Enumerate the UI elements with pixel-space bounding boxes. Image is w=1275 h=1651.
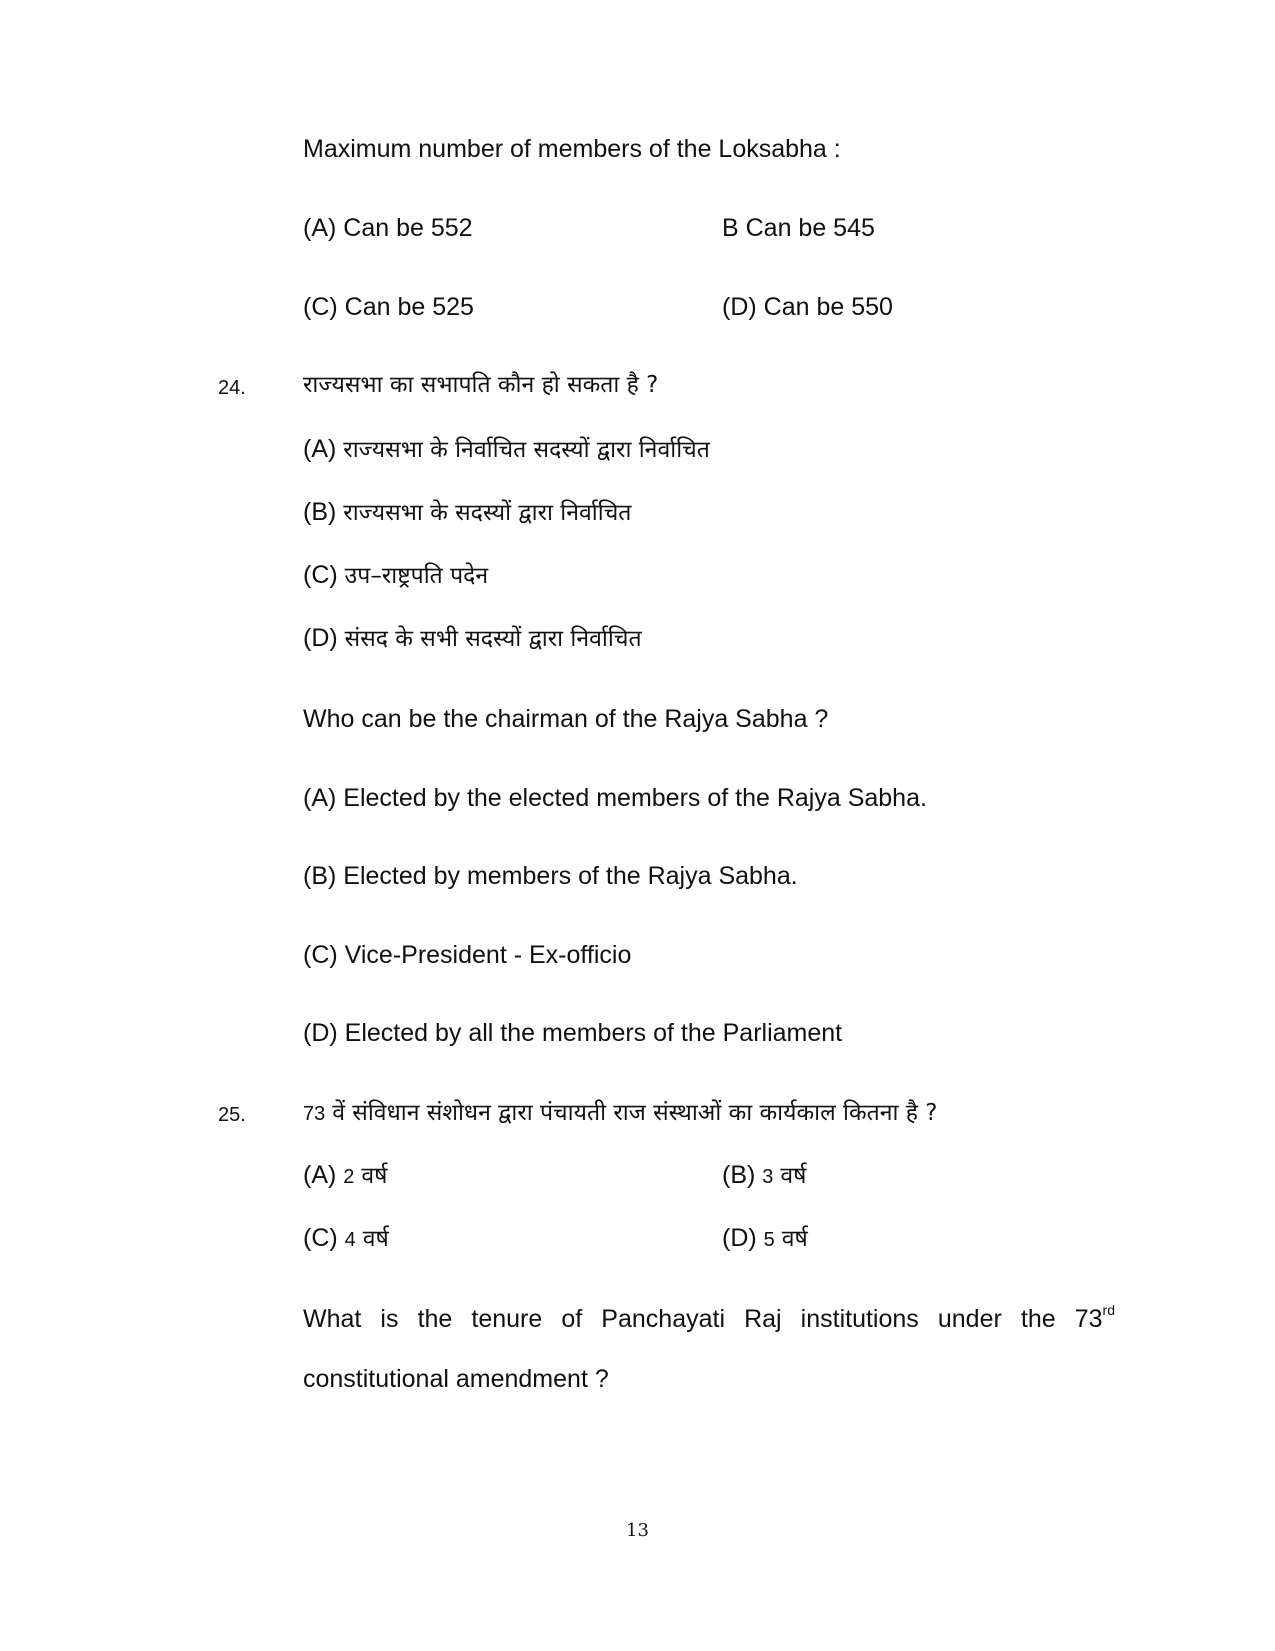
q25-hindi-question (303, 1097, 938, 1129)
option-label: (C) (303, 1224, 338, 1252)
q24-hindi-option-c (303, 560, 488, 591)
option-number: 2 (343, 1166, 355, 1188)
q24-hindi-question: राज्यसभा का सभापति कौन हो सकता है ? (303, 372, 659, 398)
question-text: What is the tenure of Panchayati Raj institutions under the 73 (303, 1305, 1103, 1333)
option-text: राज्यसभा के निर्वाचित सदस्यों द्वारा निर्वाचित (343, 437, 710, 463)
option-text: राज्यसभा के सदस्यों द्वारा निर्वाचित (343, 500, 632, 526)
q24-hindi-option-a (303, 434, 710, 465)
amendment-number: 73 (303, 1103, 326, 1125)
q24-english-question: Who can be the chairman of the Rajya Sabha ? (303, 705, 829, 733)
q25-english-question-line1 (303, 1304, 1115, 1334)
q23-english-question: Maximum number of members of the Loksabha : (303, 135, 841, 163)
q24-option-c: (C) Vice-President - Ex-officio (303, 941, 632, 969)
option-number: 4 (344, 1229, 356, 1251)
q25-hindi-option-d (722, 1223, 808, 1255)
option-unit: वर्ष (781, 1226, 808, 1252)
q25-hindi-option-a (303, 1160, 387, 1192)
option-number: 3 (762, 1166, 774, 1188)
option-unit: वर्ष (780, 1163, 807, 1189)
q24-hindi-option-b (303, 497, 631, 528)
question-number-24: 24. (218, 377, 246, 399)
option-text: संसद के सभी सदस्यों द्वारा निर्वाचित (344, 626, 642, 652)
option-label: (B) (303, 498, 337, 526)
option-label: (D) (722, 1224, 757, 1252)
page-number: 13 (626, 1520, 649, 1541)
q23-option-d: (D) Can be 550 (722, 293, 893, 321)
option-label: (A) (303, 1161, 337, 1189)
option-label: (A) (303, 435, 337, 463)
question-number-25: 25. (218, 1104, 246, 1126)
option-label: (D) (303, 624, 338, 652)
option-number: 5 (763, 1229, 775, 1251)
question-text: वें संविधान संशोधन द्वारा पंचायती राज संस्थाओं का कार्यकाल कितना है ? (332, 1100, 938, 1126)
q23-option-b: B Can be 545 (722, 214, 875, 242)
q24-hindi-option-d (303, 623, 642, 654)
q25-english-question-line2: constitutional amendment ? (303, 1365, 609, 1393)
option-label: (B) (722, 1161, 756, 1189)
option-text: उप–राष्ट्रपति पदेन (344, 563, 489, 589)
q24-option-b: (B) Elected by members of the Rajya Sabha. (303, 862, 798, 890)
q24-option-a: (A) Elected by the elected members of the Rajya Sabha. (303, 784, 927, 812)
q23-option-c: (C) Can be 525 (303, 293, 474, 321)
option-unit: वर्ष (362, 1226, 389, 1252)
q24-option-d: (D) Elected by all the members of the Parliament (303, 1019, 843, 1047)
q23-option-a: (A) Can be 552 (303, 214, 473, 242)
q25-hindi-option-b (722, 1160, 806, 1192)
q25-hindi-option-c (303, 1223, 389, 1255)
option-label: (C) (303, 561, 338, 589)
option-unit: वर्ष (361, 1163, 388, 1189)
ordinal-suffix: rd (1102, 1302, 1115, 1318)
